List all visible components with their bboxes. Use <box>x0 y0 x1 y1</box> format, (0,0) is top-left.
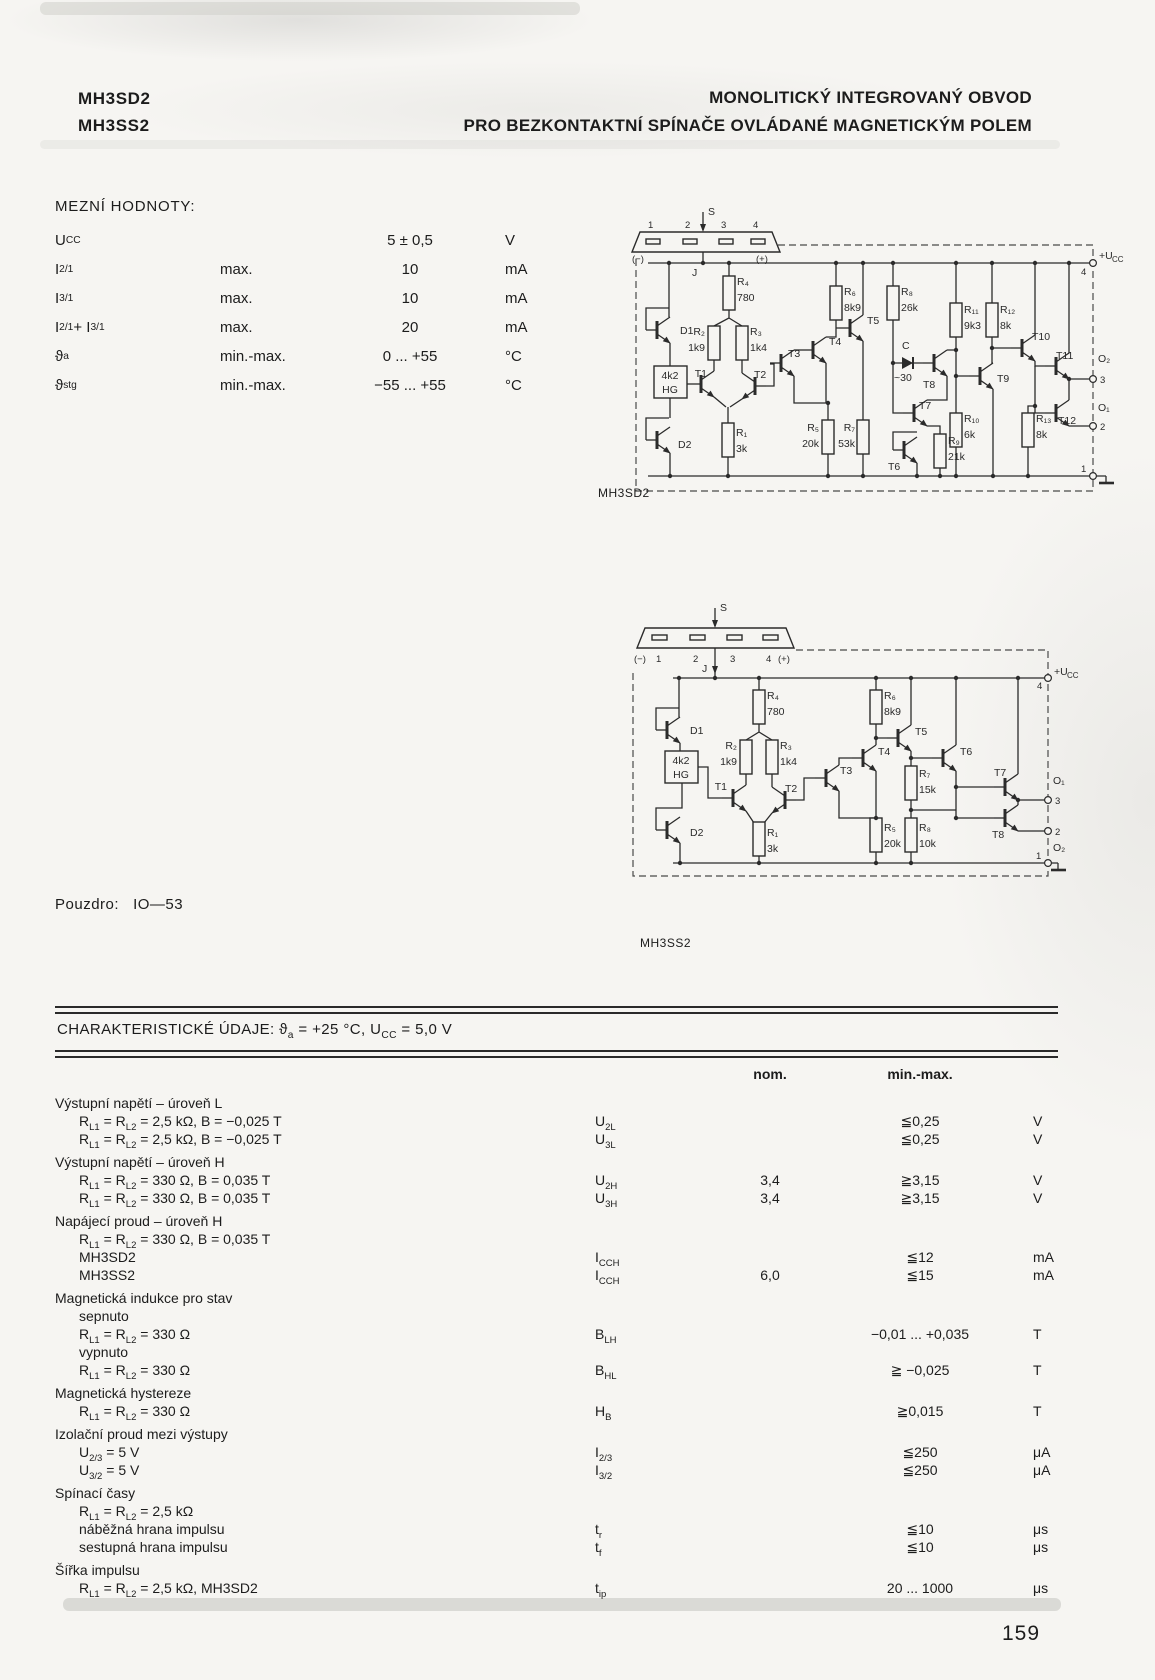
pin1-num: 1 <box>1036 851 1042 862</box>
t5-label: T5 <box>867 315 880 327</box>
row-unit: μs <box>1033 1580 1049 1596</box>
r3-ref: R₃ <box>780 740 792 752</box>
pin2-num: 2 <box>1100 422 1106 433</box>
r8-ref: R₈ <box>919 822 931 834</box>
ucc-label: +U <box>1054 666 1068 678</box>
row-label: $R_{L1} = R_{L2} = 2,5$ kΩ, B = −0,025 T <box>79 1113 282 1133</box>
row-label: vypnuto <box>79 1344 129 1360</box>
row-label: Výstupní napětí – úroveň H <box>55 1154 225 1170</box>
limit-value: 0 ... +55 <box>382 348 438 365</box>
row-symbol: $I_{CCH}$ <box>595 1267 620 1287</box>
row-unit: T <box>1033 1362 1042 1378</box>
row-minmax: ≦10 <box>906 1521 934 1537</box>
schematic-mh3sd2 <box>588 188 1140 503</box>
t6-label: T6 <box>888 461 901 473</box>
title-line-1: MONOLITICKÝ INTEGROVANÝ OBVOD <box>709 88 1032 107</box>
pos-label: (+) <box>778 654 790 665</box>
row-label: $U_{2/3} = 5$ V <box>79 1444 140 1464</box>
row-symbol: $I_{2/3}$ <box>595 1444 613 1464</box>
limit-unit: mA <box>505 290 528 307</box>
limit-value: −55 ... +55 <box>374 377 446 394</box>
neg-label: (−) <box>632 254 644 265</box>
rule-mid-1 <box>55 1050 1058 1052</box>
limit-unit: V <box>505 232 516 249</box>
limit-sym: I 2/1 + I 3/1 <box>55 319 105 336</box>
table-row <box>55 1231 1075 1249</box>
rule-top-2 <box>55 1012 1058 1014</box>
pin3-num: 3 <box>1100 375 1106 386</box>
table-row <box>55 1462 1075 1480</box>
table-row <box>55 1213 1075 1231</box>
table-row <box>55 1344 1075 1362</box>
col-minmax: min.-max. <box>887 1066 953 1082</box>
t3-label: T3 <box>840 765 853 777</box>
r13-val: 8k <box>1036 429 1048 441</box>
hg-value: 4k2 <box>672 755 690 767</box>
r4-ref: R₄ <box>767 690 779 702</box>
row-nom: 6,0 <box>760 1267 780 1283</box>
row-symbol: $B_{LH}$ <box>595 1326 617 1346</box>
c-val: ~30 <box>894 372 912 384</box>
table-row <box>55 1485 1075 1503</box>
row-unit: T <box>1033 1326 1042 1342</box>
row-unit: V <box>1033 1113 1043 1129</box>
t10-label: T10 <box>1032 331 1051 343</box>
row-minmax: ≧3,15 <box>900 1190 940 1206</box>
row-unit: μA <box>1033 1462 1051 1478</box>
t1-label: T1 <box>694 368 707 380</box>
t5-label: T5 <box>915 726 928 738</box>
row-label: sepnuto <box>79 1308 129 1324</box>
t2-label: T2 <box>785 783 798 795</box>
t12-label: T12 <box>1058 415 1077 427</box>
row-symbol: $U_{2L}$ <box>595 1113 616 1133</box>
limit-value: 5 ± 0,5 <box>387 232 433 249</box>
table-row <box>55 1580 1075 1598</box>
row-unit: V <box>1033 1131 1043 1147</box>
pin2-num: 2 <box>1055 827 1061 838</box>
t4-label: T4 <box>878 746 891 758</box>
row-label: $U_{3/2} = 5$ V <box>79 1462 140 1482</box>
o1-label: O₁ <box>1098 402 1110 414</box>
pos-label: (+) <box>756 254 768 265</box>
limit-sym: ϑ stg <box>55 377 77 394</box>
row-minmax: 20 ... 1000 <box>886 1580 954 1596</box>
row-symbol: $I_{CCH}$ <box>595 1249 620 1269</box>
r3-val: 1k4 <box>780 756 797 768</box>
hg-label: HG <box>662 384 678 396</box>
limit-sym: I 3/1 <box>55 290 74 307</box>
schematic2-caption: MH3SS2 <box>640 936 692 950</box>
page-title <box>330 84 1032 140</box>
row-minmax: −0,01 ... +0,035 <box>870 1326 970 1342</box>
limit-sym: ϑ a <box>55 348 69 365</box>
row-label: Výstupní napětí – úroveň L <box>55 1095 223 1111</box>
limit-cond <box>220 226 335 255</box>
table-row <box>55 1290 1075 1308</box>
r1-val: 3k <box>767 843 779 855</box>
r2-val: 1k9 <box>688 342 705 354</box>
table-row <box>55 1444 1075 1462</box>
pkg-pin-3: 3 <box>721 220 727 231</box>
d2-label: D2 <box>678 439 692 451</box>
r10-ref: R₁₀ <box>964 413 980 425</box>
characteristics-table <box>55 1090 1075 1598</box>
r3-val: 1k4 <box>750 342 767 354</box>
r4-val: 780 <box>737 292 755 304</box>
limit-unit: mA <box>505 261 528 278</box>
r3-ref: R₃ <box>750 326 762 338</box>
r1-val: 3k <box>736 443 748 455</box>
ucc-sub: CC <box>1067 671 1079 680</box>
table-row <box>55 1113 1075 1131</box>
table-row <box>55 1539 1075 1557</box>
o2-label: O₂ <box>1098 353 1111 365</box>
r4-val: 780 <box>767 706 785 718</box>
r1-ref: R₁ <box>767 827 779 839</box>
r6-ref: R₆ <box>844 286 856 298</box>
table-row <box>55 1190 1075 1208</box>
limits-heading: MEZNÍ HODNOTY: <box>55 198 196 215</box>
title-line-2: PRO BEZKONTAKTNÍ SPÍNAČE OVLÁDANÉ MAGNETICKÝM POLEM <box>463 116 1032 135</box>
r8-val: 10k <box>919 838 936 850</box>
limit-value: 20 <box>401 319 419 336</box>
table-row <box>55 1362 1075 1380</box>
table-row <box>55 1095 1075 1113</box>
row-label: $R_{L1} = R_{L2} = 330$ Ω, B = 0,035 T <box>79 1172 271 1192</box>
pkg-pin-4: 4 <box>753 220 759 231</box>
r5-ref: R₅ <box>807 422 819 434</box>
pkg-pin-4: 4 <box>766 654 772 665</box>
row-label: Magnetická hystereze <box>55 1385 192 1401</box>
pkg-pin-3: 3 <box>730 654 736 665</box>
characteristics-heading: CHARAKTERISTICKÉ ÚDAJE: $ϑ_a = +25$ °C, $U_{CC} = 5,0$ V <box>57 1021 453 1041</box>
row-label: Magnetická indukce pro stav <box>55 1290 233 1306</box>
r6-val: 8k9 <box>844 302 861 314</box>
row-symbol: $H_B$ <box>595 1403 612 1423</box>
row-minmax: ≦0,25 <box>900 1113 940 1129</box>
pin4-num: 4 <box>1081 267 1087 278</box>
limits-table <box>55 226 565 400</box>
neg-label: (−) <box>634 654 646 665</box>
row-label: Šířka impulsu <box>55 1562 140 1578</box>
r7-val: 15k <box>919 784 936 796</box>
table-row <box>55 1249 1075 1267</box>
row-symbol: $U_{3H}$ <box>595 1190 618 1210</box>
row-label: $R_{L1} = R_{L2} = 330$ Ω <box>79 1326 191 1346</box>
limit-unit: °C <box>505 348 522 365</box>
row-unit: μs <box>1033 1521 1049 1537</box>
part-number-2: MH3SS2 <box>78 116 150 135</box>
row-nom: 3,4 <box>760 1172 780 1188</box>
row-label: $R_{L1} = R_{L2} = 2,5$ kΩ <box>79 1503 194 1523</box>
o1-label: O₁ <box>1053 775 1065 787</box>
r7-ref: R₇ <box>843 422 855 434</box>
table-row <box>55 1172 1075 1190</box>
limit-sym: I 2/1 <box>55 261 74 278</box>
table-row <box>55 1521 1075 1539</box>
limit-cond: min.-max. <box>220 377 286 394</box>
r5-val: 20k <box>802 438 819 450</box>
schematic-mh3ss2 <box>588 578 1140 890</box>
pkg-pin-1: 1 <box>656 654 662 665</box>
row-label: Spínací časy <box>55 1485 136 1501</box>
row-unit: V <box>1033 1190 1043 1206</box>
c-ref: C <box>902 340 910 352</box>
r10-val: 6k <box>964 429 976 441</box>
row-minmax: ≦15 <box>906 1267 934 1283</box>
col-nom: nom. <box>753 1066 787 1082</box>
r2-ref: R₂ <box>693 326 705 338</box>
rule-top-1 <box>55 1006 1058 1008</box>
r12-val: 8k <box>1000 320 1012 332</box>
limit-value: 10 <box>401 261 419 278</box>
t8-label: T8 <box>992 829 1005 841</box>
r4-ref: R₄ <box>737 276 749 288</box>
r9-val: 21k <box>948 451 965 463</box>
hg-label: HG <box>673 769 689 781</box>
j-label: J <box>692 267 698 279</box>
pkg-pin-2: 2 <box>685 220 691 231</box>
s-label: S <box>720 602 728 614</box>
table-row <box>55 1562 1075 1580</box>
row-minmax: ≦0,25 <box>900 1131 940 1147</box>
row-label: $R_{L1} = R_{L2} = 2,5$ kΩ, MH3SD2 <box>79 1580 258 1600</box>
r6-val: 8k9 <box>884 706 901 718</box>
row-minmax: ≦10 <box>906 1539 934 1555</box>
t6-label: T6 <box>960 746 973 758</box>
row-symbol: $U_{2H}$ <box>595 1172 618 1192</box>
limit-cond: max. <box>220 319 253 336</box>
row-minmax: ≦12 <box>906 1249 934 1265</box>
table-row <box>55 1426 1075 1444</box>
s-label: S <box>708 206 716 218</box>
table-row <box>55 1385 1075 1403</box>
r8-ref: R₈ <box>901 286 913 298</box>
table-row <box>55 1326 1075 1344</box>
row-unit: μs <box>1033 1539 1049 1555</box>
limit-value: 10 <box>401 290 419 307</box>
limit-cond: max. <box>220 290 253 307</box>
limit-cond: min.-max. <box>220 348 286 365</box>
table-row <box>55 1131 1075 1149</box>
table-row <box>55 1308 1075 1326</box>
limit-sym: U CC <box>55 232 81 249</box>
table-row <box>55 1267 1075 1285</box>
o2-label: O₂ <box>1053 842 1066 854</box>
d1-label: D1 <box>690 725 704 737</box>
row-label: $R_{L1} = R_{L2} = 330$ Ω <box>79 1362 191 1382</box>
row-unit: T <box>1033 1403 1042 1419</box>
r5-ref: R₅ <box>884 822 896 834</box>
row-symbol: $I_{3/2}$ <box>595 1462 613 1482</box>
r2-val: 1k9 <box>720 756 737 768</box>
pin1-num: 1 <box>1081 464 1087 475</box>
row-symbol: $U_{3L}$ <box>595 1131 616 1151</box>
t4-label: T4 <box>829 336 842 348</box>
row-unit: V <box>1033 1172 1043 1188</box>
r12-ref: R₁₂ <box>1000 304 1016 316</box>
row-label: MH3SD2 <box>79 1249 136 1265</box>
r7-ref: R₇ <box>919 768 931 780</box>
r6-ref: R₆ <box>884 690 896 702</box>
row-minmax: ≧ −0,025 <box>890 1362 950 1378</box>
row-unit: mA <box>1033 1249 1054 1265</box>
t3-label: T3 <box>788 348 801 360</box>
limit-cond: max. <box>220 261 253 278</box>
row-label: $R_{L1} = R_{L2} = 330$ Ω, B = 0,035 T <box>79 1231 271 1251</box>
column-headers <box>55 1066 1075 1082</box>
rule-mid-2 <box>55 1056 1058 1058</box>
part-numbers <box>78 85 151 139</box>
r11-val: 9k3 <box>964 320 981 332</box>
table-row <box>55 1154 1075 1172</box>
table-row <box>55 1503 1075 1521</box>
t2-label: T2 <box>754 369 767 381</box>
row-label: $R_{L1} = R_{L2} = 2,5$ kΩ, B = −0,025 T <box>79 1131 282 1151</box>
schematic1-caption: MH3SD2 <box>598 486 650 500</box>
row-symbol: $t_r$ <box>595 1521 603 1541</box>
row-minmax: ≦250 <box>902 1462 938 1478</box>
r8-val: 26k <box>901 302 918 314</box>
row-label: MH3SS2 <box>79 1267 136 1283</box>
hg-value: 4k2 <box>661 370 679 382</box>
row-nom: 3,4 <box>760 1190 780 1206</box>
t8-label: T8 <box>923 379 936 391</box>
r2-ref: R₂ <box>725 740 737 752</box>
pin3-num: 3 <box>1055 796 1061 807</box>
d2-label: D2 <box>690 827 704 839</box>
scan-smudge-bottom <box>63 1598 1061 1611</box>
row-label: náběžná hrana impulsu <box>79 1521 225 1537</box>
part-number-1: MH3SD2 <box>78 89 151 108</box>
row-unit: μA <box>1033 1444 1051 1460</box>
scan-smudge-header <box>40 140 1060 149</box>
row-label: $R_{L1} = R_{L2} = 330$ Ω, B = 0,035 T <box>79 1190 271 1210</box>
limit-unit: °C <box>505 377 522 394</box>
package-value: IO—53 <box>133 896 184 913</box>
t1-label: T1 <box>714 781 727 793</box>
d1-label: D1 <box>680 325 694 337</box>
scan-smudge-top <box>40 2 580 15</box>
r7-val: 53k <box>838 438 855 450</box>
j-label: J <box>702 663 708 675</box>
r13-ref: R₁₃ <box>1036 413 1052 425</box>
t7-label: T7 <box>994 767 1007 779</box>
row-minmax: ≧0,015 <box>896 1403 944 1419</box>
ucc-sub: CC <box>1112 255 1124 264</box>
page-number: 159 <box>1002 1622 1041 1645</box>
ucc-label: +U <box>1099 250 1113 262</box>
t7-label: T7 <box>919 400 932 412</box>
r5-val: 20k <box>884 838 901 850</box>
pkg-pin-1: 1 <box>648 220 654 231</box>
row-label: Napájecí proud – úroveň H <box>55 1213 223 1229</box>
row-unit: mA <box>1033 1267 1054 1283</box>
t11-label: T11 <box>1056 350 1074 362</box>
row-minmax: ≦250 <box>902 1444 938 1460</box>
row-label: sestupná hrana impulsu <box>79 1539 228 1555</box>
pin4-num: 4 <box>1037 681 1043 692</box>
t9-label: T9 <box>997 373 1010 385</box>
row-symbol: $t_{ip}$ <box>595 1580 607 1600</box>
package-line <box>55 896 183 913</box>
row-symbol: $t_f$ <box>595 1539 602 1559</box>
r9-ref: R₉ <box>948 435 960 447</box>
r11-ref: R₁₁ <box>964 304 979 316</box>
r1-ref: R₁ <box>736 427 748 439</box>
row-label: Izolační proud mezi výstupy <box>55 1426 228 1442</box>
pkg-pin-2: 2 <box>693 654 699 665</box>
row-symbol: $B_{HL}$ <box>595 1362 617 1382</box>
row-label: $R_{L1} = R_{L2} = 330$ Ω <box>79 1403 191 1423</box>
limit-unit: mA <box>505 319 528 336</box>
package-label: Pouzdro: <box>55 896 120 913</box>
row-minmax: ≧3,15 <box>900 1172 940 1188</box>
table-row <box>55 1403 1075 1421</box>
